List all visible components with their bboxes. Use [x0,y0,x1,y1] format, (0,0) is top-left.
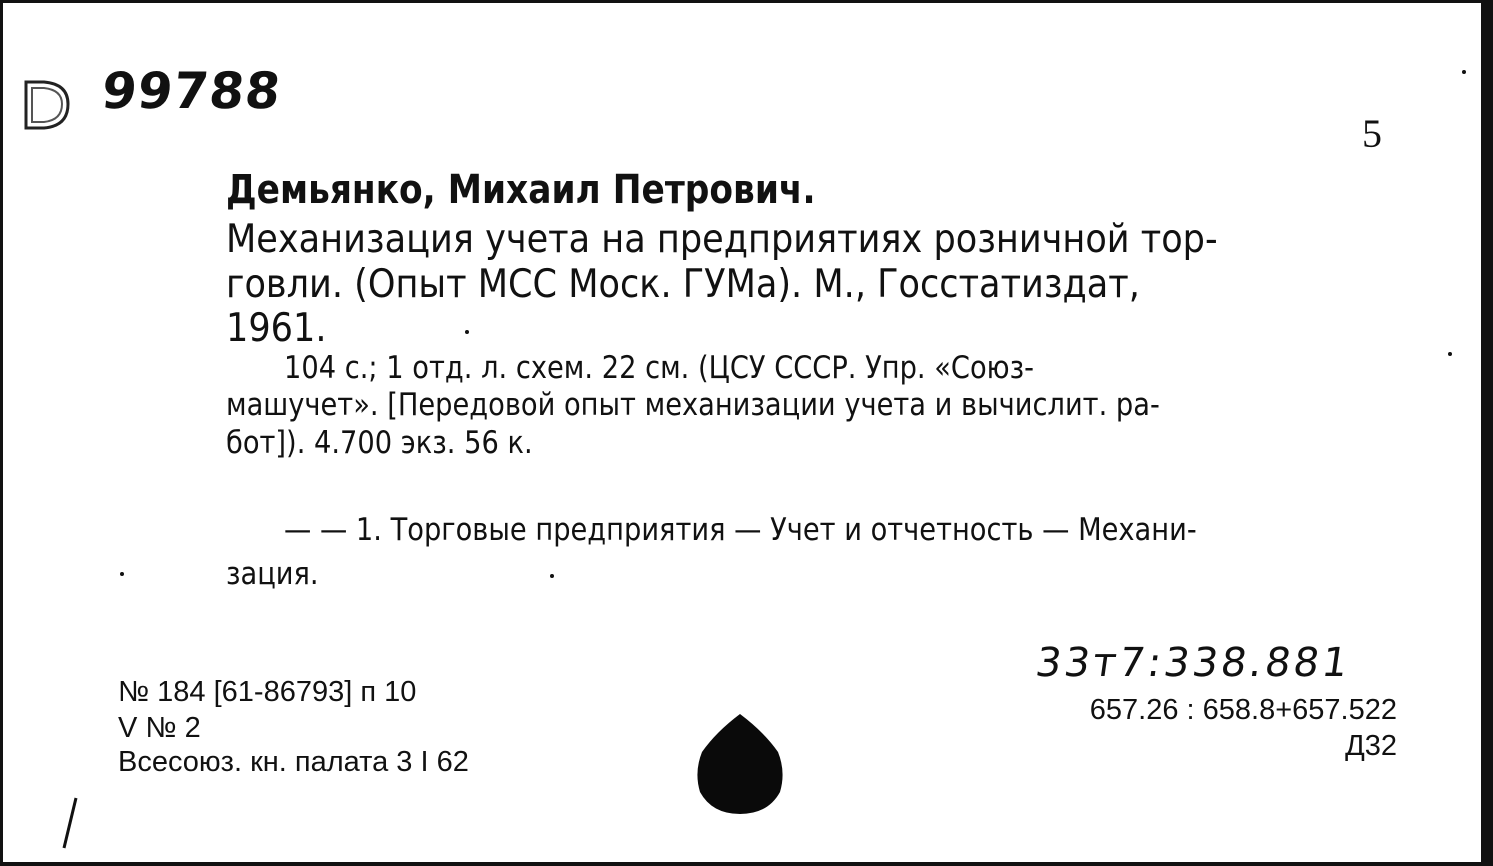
card-border-right [1481,0,1493,866]
ink-speck [1448,352,1452,356]
handwritten-class-code: 33т7:338.881 [1032,640,1354,686]
title-line-2: говли. (Опыт МСС Моск. ГУМа). М., Госстатиздат, [226,262,1140,307]
subject-line-2: зация. [226,556,319,592]
card-border-top [0,0,1493,3]
udc-index: 657.26 : 658.8+657.522 [1089,694,1397,726]
title-line-3: 1961. [226,306,327,351]
volume-number: V № 2 [118,712,201,744]
stamp-d-icon [18,74,74,134]
publisher-chamber: Всесоюз. кн. палата 3 I 62 [118,746,469,778]
punch-hole [694,712,786,816]
card-border-left [0,0,3,866]
collation-line-2: машучет». [Передовой опыт механизации учета и вычислит. ра- [226,387,1160,423]
ink-speck [120,572,124,576]
ink-speck [1462,70,1466,74]
ink-speck [550,574,554,578]
inventory-number: 99788 [98,62,285,120]
stamp-letter: D [36,107,43,116]
collation-line-3: бот]). 4.700 экз. 56 к. [226,425,533,461]
subject-line-1: — — 1. Торговые предприятия — Учет и отчетность — Механи- [284,512,1197,548]
author-mark: Д32 [1345,730,1397,762]
ink-speck [465,330,469,334]
registration-number: № 184 [61-86793] п 10 [118,676,417,708]
title-line-1: Механизация учета на предприятиях розничной тор- [226,217,1218,262]
pencil-mark [60,796,80,850]
card-border-bottom [0,862,1493,866]
page-number: 5 [1362,111,1382,156]
author-heading: Демьянко, Михаил Петрович. [226,167,816,213]
collation-line-1: 104 с.; 1 отд. л. схем. 22 см. (ЦСУ СССР. Упр. «Союз- [284,350,1034,386]
